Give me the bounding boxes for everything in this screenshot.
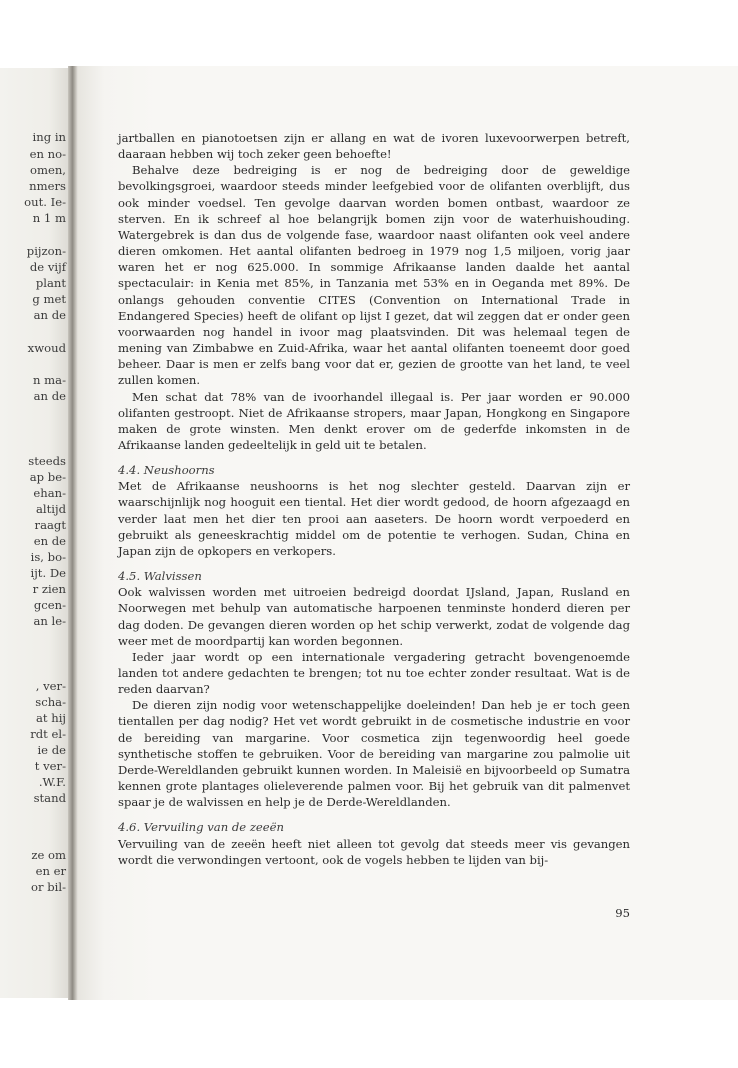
left-fragment: en de [33, 534, 66, 548]
left-fragment: ie de [37, 743, 66, 757]
left-fragment: ze om [31, 848, 66, 862]
left-fragment: scha- [35, 695, 66, 709]
page-body [118, 130, 630, 868]
paragraph: Men schat dat 78% van de ivoorhandel illegaal is. Per jaar worden er 90.000 olifanten gestroopt. Niet de Afrikaanse stropers, maar Japan, Hongkong en Singapore maken de grote winsten. Men denkt erover om de gederfde inkomsten in de Afrikaanse landen gedeeltelijk in geld uit te betalen. [118, 389, 630, 452]
paragraph: Ook walvissen worden met uitroeien bedreigd doordat IJsland, Japan, Rusland en Noorwegen met behulp van automatische harpoenen tenminste honderd dieren per dag doden. De gevangen dieren worden op het schip verwerkt, zodat de volgende dag weer met de moordpartij kan worden begonnen. [118, 585, 630, 648]
left-fragment: ehan- [33, 486, 66, 500]
left-fragment: t ver- [34, 759, 66, 773]
left-fragment: ap be- [29, 470, 66, 484]
left-fragment: an le- [33, 614, 66, 628]
left-fragment: , ver- [35, 679, 66, 693]
paragraph: Behalve deze bedreiging is er nog de bedreiging door de geweldige bevolkingsgroei, waardoor steeds minder leefgebied voor de olifanten overblijft, dus ook minder voedsel. Ten gevolge daarvan worden bomen ontbast, waardoor ze sterven. En ik schreef al hoe belangrijk bomen zijn voor de waterhuishouding. Watergebrek is dan dus de volgende fase, waardoor naast olifanten ook veel andere dieren omkomen. Het aantal olifanten bedroeg in 1979 nog 1,5 miljoen, vorig jaar waren het er nog 625.000. In sommige Afrikaanse landen daalde het aantal spectaculair: in Kenia met 85%, in Tanzania met 53% en in Oeganda met 89%. De onlangs gehouden conventie CITES (Convention on International Trade in Endangered Species) heeft de olifant op lijst I gezet, dat wil zeggen dat er onder geen voorwaarden nog handel in ivoor mag plaatsvinden. Dit was helemaal tegen de mening van Zimbabwe en Zuid-Afrika, waar het aantal olifanten toeneemt door goed beheer. Daar is men er zelfs bang voor dat er, gezien de grootte van het land, te veel zullen komen. [118, 163, 630, 388]
left-fragment: pijzon- [26, 244, 66, 258]
left-fragment: xwoud [27, 341, 66, 355]
left-fragment: r zien [32, 582, 66, 596]
left-fragment: n ma- [33, 373, 66, 387]
left-fragment: rdt el- [30, 727, 66, 741]
left-fragment: stand [33, 791, 66, 805]
left-fragment: is, bo- [30, 550, 66, 564]
paragraph: Met de Afrikaanse neushoorns is het nog slechter gesteld. Daarvan zijn er waarschijnlijk nog hooguit een tiental. Het dier wordt gedood, de hoorn afgezaagd en verder laat men het dier ten prooi aan aaseters. De hoorn wordt verpoederd en gebruikt als geneeskrachtig middel om de potentie te verhogen. Sudan, China en Japan zijn de opkopers en verkopers. [118, 479, 630, 558]
left-fragment: .W.F. [38, 775, 66, 789]
left-page [0, 68, 70, 998]
left-fragment: ijt. De [30, 566, 66, 580]
left-fragment: en no- [29, 147, 66, 161]
paragraph: jartballen en pianotoetsen zijn er allang en wat de ivoren luxevoorwerpen betreft, daaraan hebben wij toch zeker geen behoefte! [118, 131, 630, 162]
section-heading-neushoorns: 4.4. Neushoorns [118, 463, 215, 478]
paragraph: Vervuiling van de zeeën heeft niet alleen tot gevolg dat steeds meer vis gevangen wordt die verwondingen vertoont, ook de vogels hebben te lijden van bij- [118, 836, 630, 867]
section-heading-walvissen: 4.5. Walvissen [118, 569, 202, 584]
left-fragment: ing in [32, 130, 66, 144]
paragraph: De dieren zijn nodig voor wetenschappelijke doeleinden! Dan heb je er toch geen tientallen per dag nodig? Het vet wordt gebruikt in de cosmetische industrie en voor de bereiding van margarine. Voor cosmetica zijn tegenwoordig heel goede synthetische stoffen te gebruiken. Voor de bereiding van margarine zou palmolie uit Derde-Wereldlanden gebruikt kunnen worden. In Maleisië en bijvoorbeeld op Sumatra kennen grote plantages olieleverende palmen voor. Bij het gebruik van dit palmenvet spaar je de walvissen en help je de Derde-Wereldlanden. [118, 698, 630, 810]
left-fragment: n 1 m [32, 211, 66, 225]
left-fragment: an de [33, 389, 66, 403]
left-fragment: gcen- [33, 598, 66, 612]
left-fragment: altijd [35, 502, 66, 516]
paragraph: Ieder jaar wordt op een internationale vergadering getracht bovengenoemde landen tot andere gedachten te brengen; tot nu toe echter zonder resultaat. Wat is de reden daarvan? [118, 649, 630, 697]
left-fragment: or bil- [31, 880, 66, 894]
left-fragment: nmers [29, 179, 66, 193]
left-fragment: out. Ie- [24, 195, 66, 209]
left-fragment: raagt [34, 518, 66, 532]
left-fragment: g met [32, 292, 66, 306]
left-fragment: en er [35, 864, 66, 878]
left-fragment: an de [33, 308, 66, 322]
left-fragment: omen, [30, 163, 66, 177]
book-gutter [68, 66, 78, 1000]
left-fragment: at hij [35, 711, 66, 725]
section-heading-vervuiling: 4.6. Vervuiling van de zeeën [118, 820, 284, 835]
left-fragment: plant [35, 276, 66, 290]
page-number: 95 [615, 906, 630, 920]
left-fragment: steeds [28, 454, 66, 468]
left-fragment: de vijf [29, 260, 66, 274]
